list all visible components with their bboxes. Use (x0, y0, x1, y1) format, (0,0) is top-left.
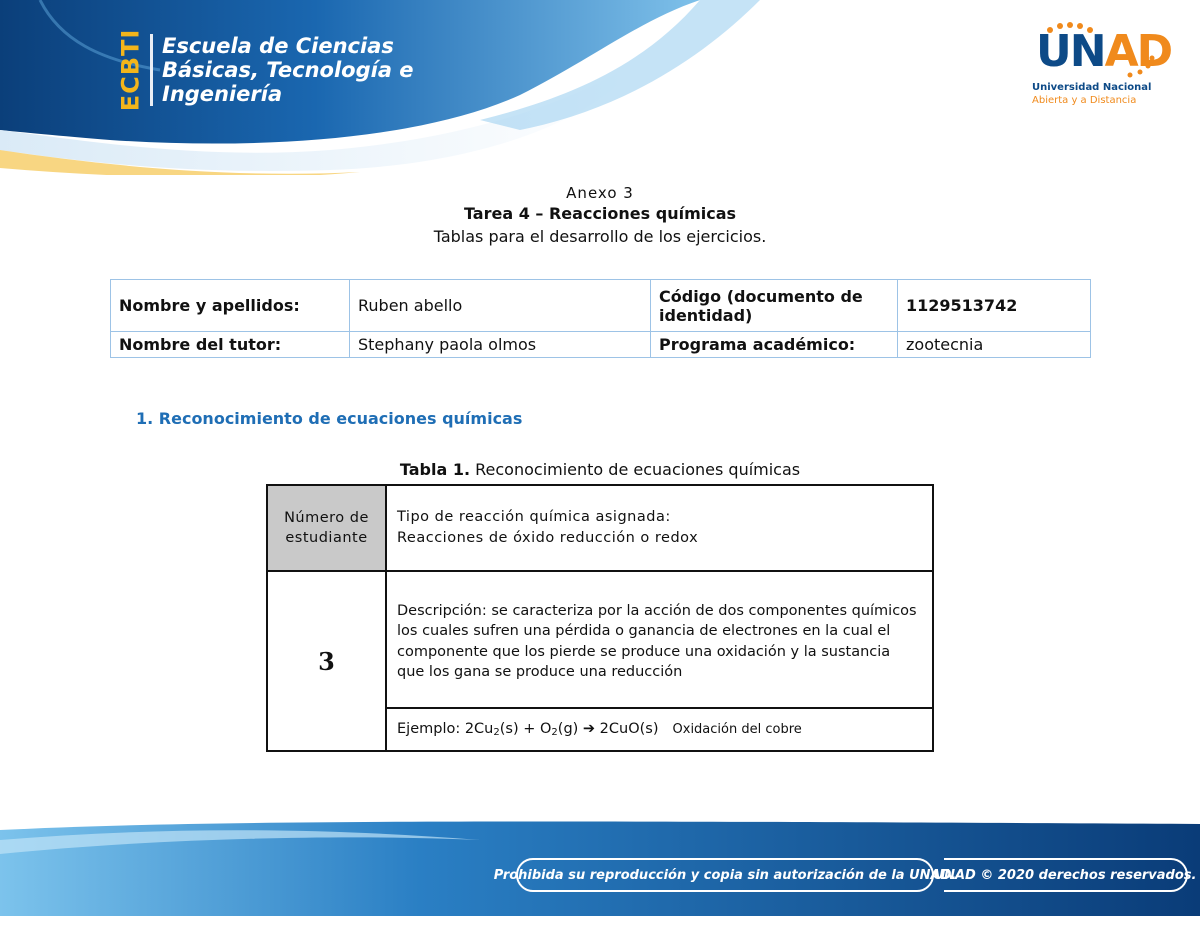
student-info-table (110, 279, 1091, 358)
table-row (111, 280, 1091, 332)
rights-notice: UNAD © 2020 derechos reservados. (944, 858, 1188, 892)
document-titles (0, 184, 1200, 249)
reaction-example: Ejemplo: $2Cu_2(s) + O_2(g)$ ➔ 2CuO(s) Oxidación del cobre (386, 708, 933, 751)
name-value: Ruben abello (350, 280, 651, 332)
unad-logo-line2: Abierta y a Distancia (1032, 95, 1137, 106)
header-banner (0, 0, 1200, 175)
school-name-line1: Escuela de Ciencias (162, 34, 394, 58)
table-caption-bold: Tabla 1. (399, 460, 471, 479)
ecbti-divider (150, 34, 153, 106)
ecbti-mark (112, 30, 148, 110)
table-row (267, 485, 933, 571)
student-number-header: Número de estudiante (267, 485, 386, 571)
example-note: Oxidación del cobre (672, 722, 802, 737)
tutor-label: Nombre del tutor: (111, 332, 350, 358)
school-name-line3: Ingeniería (162, 82, 283, 106)
document-subtitle: Tablas para el desarrollo de los ejercicios. (433, 227, 767, 246)
reaction-type-header (386, 485, 933, 571)
unad-logo-line1: Universidad Nacional (1032, 82, 1152, 93)
unad-logo (1030, 20, 1170, 115)
copyright-notice: Prohibida su reproducción y copia sin autorización de la UNAD. (516, 858, 934, 892)
school-name (162, 34, 492, 106)
name-label: Nombre y apellidos: (111, 280, 350, 332)
code-value: 1129513742 (898, 280, 1091, 332)
program-label: Programa académico: (651, 332, 898, 358)
tutor-value: Stephany paola olmos (350, 332, 651, 358)
table-caption (0, 460, 1200, 479)
table-row (267, 571, 933, 708)
task-title: Tarea 4 – Reacciones químicas (463, 204, 737, 223)
reaction-type-label: Tipo de reacción química asignada: (397, 509, 671, 525)
unad-wordmark: UNAD (1036, 26, 1172, 77)
arrow-icon: ➔ (582, 721, 596, 737)
table-row (111, 332, 1091, 358)
student-number: 3 (267, 571, 386, 751)
reaction-table (266, 484, 934, 752)
table-caption-text: Reconocimiento de ecuaciones químicas (470, 460, 801, 479)
program-value: zootecnia (898, 332, 1091, 358)
reaction-type-value: Reacciones de óxido reducción o redox (397, 530, 699, 546)
school-name-line2: Básicas, Tecnología e (162, 58, 414, 82)
reaction-description: Descripción: se caracteriza por la acción de dos componentes químicos los cuales sufren una pérdida o ganancia de electrones en la cual el componente que los pierde se produce una oxidación y la sustancia que los gana se produce una reducción (386, 571, 933, 708)
ecbti-text: ECBTI (116, 28, 145, 112)
annex-title: Anexo 3 (566, 184, 634, 202)
section-heading: 1. Reconocimiento de ecuaciones químicas (136, 409, 523, 428)
code-label: Código (documento de identidad) (651, 280, 898, 332)
